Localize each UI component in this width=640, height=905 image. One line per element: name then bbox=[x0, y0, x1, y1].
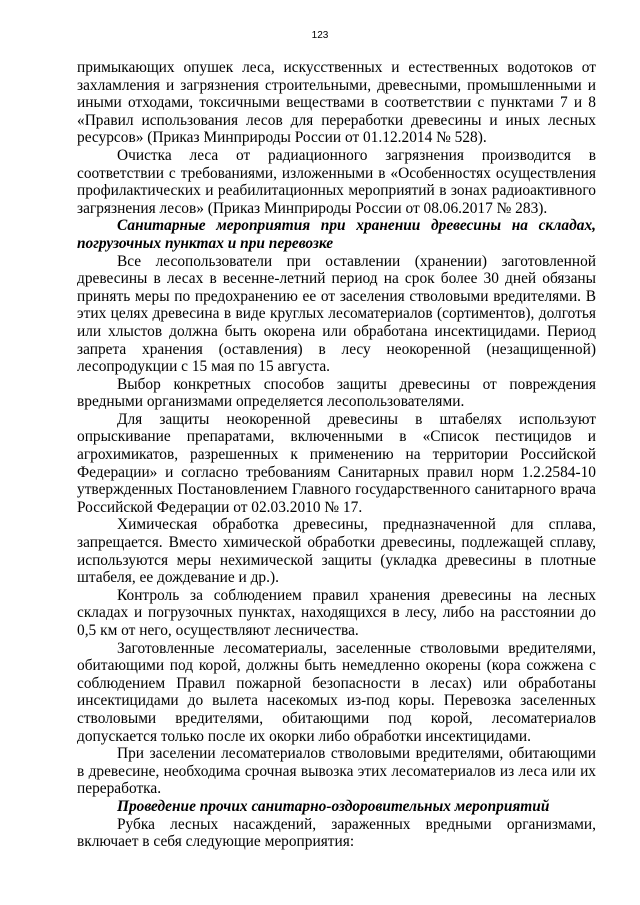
paragraph: Для защиты неокоренной древесины в штабелях используют опрыскивание препаратами, включенными в «Список пестицидов и агрохимикатов, разрешенных к применению на территории Российской Федерации» и согласно требованиям Санитарных правил норм 1.2.2584-10 утвержденных Постановлением Главного государственного санитарного врача Российской Федерации от 02.03.2010 № 17. bbox=[77, 410, 596, 516]
paragraph: Химическая обработка древесины, предназначенной для сплава, запрещается. Вместо химической обработки древесины, подлежащей сплаву, используются меры нехимической защиты (укладка древесины в плотные штабеля, ее дождевание и др.). bbox=[77, 516, 596, 587]
paragraph: При заселении лесоматериалов стволовыми вредителями, обитающими в древесине, необходима срочная вывозка этих лесоматериалов из леса или их переработка. bbox=[77, 745, 596, 798]
paragraph: Заготовленные лесоматериалы, заселенные стволовыми вредителями, обитающими под корой, должны быть немедленно окорены (кора сожжена с соблюдением Правил пожарной безопасности в лесах) или обработаны инсектицидами до вылета насекомых из-под коры. Перевозка заселенных стволовыми вредителями, обитающими под корой, лесоматериалов допускается только после их окорки либо обработки инсектицидами. bbox=[77, 639, 596, 745]
paragraph: Контроль за соблюдением правил хранения древесины на лесных складах и погрузочных пунктах, находящихся в лесу, либо на расстоянии до 0,5 км от него, осуществляют лесничества. bbox=[77, 586, 596, 639]
paragraph: Рубка лесных насаждений, зараженных вредными организмами, включает в себя следующие мероприятия: bbox=[77, 815, 596, 851]
paragraph: примыкающих опушек леса, искусственных и естественных водотоков от захламления и загрязнения строительными, древесными, промышленными и иными отходами, токсичными веществами в соответствии с пунктами 7 и 8 «Правил использования лесов для переработки древесины и иных лесных ресурсов» (Приказ Минприроды России от 01.12.2014 № 528). bbox=[77, 59, 596, 147]
page-number: 123 bbox=[311, 30, 329, 41]
paragraph: Выбор конкретных способов защиты древесины от повреждения вредными организмами определяется лесопользователями. bbox=[77, 375, 596, 411]
section-heading: Проведение прочих санитарно-оздоровительных мероприятий bbox=[117, 797, 550, 815]
section-heading: Санитарные мероприятия при хранении древесины на складах, погрузочных пунктах и при перевозке bbox=[77, 217, 596, 252]
document-body bbox=[77, 59, 596, 851]
paragraph: Очистка леса от радиационного загрязнения производится в соответствии с требованиями, изложенными в «Особенностях осуществления профилактических и реабилитационных мероприятий в зонах радиоактивного загрязнения лесов» (Приказ Минприроды России от 08.06.2017 № 283). bbox=[77, 146, 596, 217]
paragraph: Все лесопользователи при оставлении (хранении) заготовленной древесины в лесах в весенне-летний период на срок более 30 дней обязаны принять меры по предохранению ее от заселения стволовыми вредителями. В этих целях древесина в виде круглых лесоматериалов (сортиментов), долготья или хлыстов должна быть окорена или обработана инсектицидами. Период запрета хранения (оставления) в лесу неокоренной (незащищенной) лесопродукции с 15 мая по 15 августа. bbox=[77, 252, 596, 376]
